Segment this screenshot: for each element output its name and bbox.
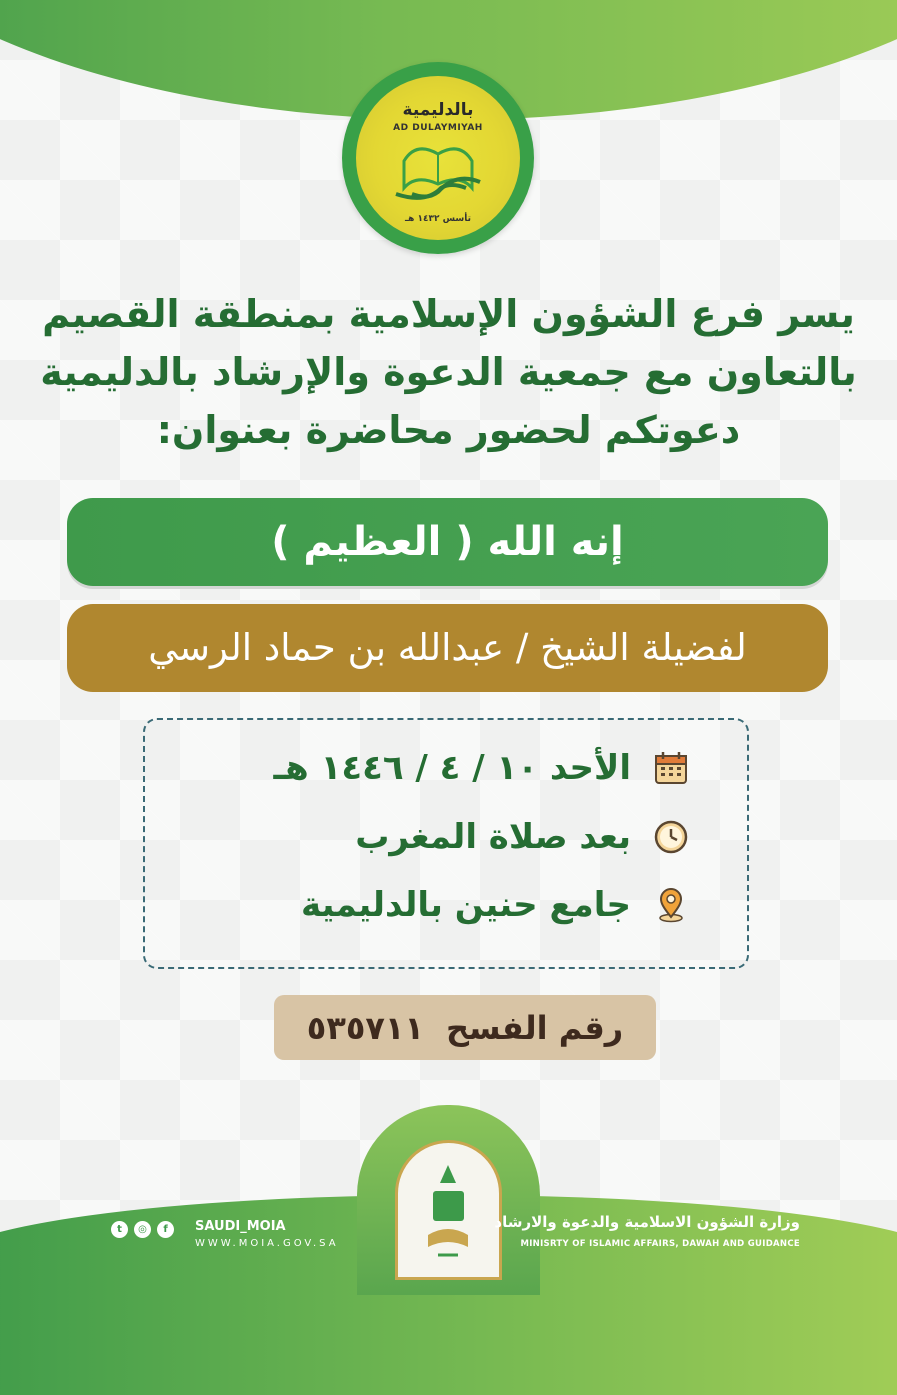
emblem-graphic — [398, 1143, 499, 1277]
twitter-icon[interactable]: t — [111, 1221, 128, 1238]
permit-number: ٥٣٥٧١١ — [306, 1008, 424, 1047]
ministry-name-arabic: وزارة الشؤون الاسلامية والدعوة والارشاد — [494, 1213, 800, 1231]
location-pin-icon — [653, 887, 689, 923]
logo-founded: تأسس ١٤٣٢ هـ — [405, 214, 471, 224]
event-time: بعد صلاة المغرب — [355, 817, 631, 857]
ministry-name-english: MINISRTY OF ISLAMIC AFFAIRS, DAWAH AND GUIDANCE — [520, 1239, 800, 1249]
association-logo — [342, 62, 534, 254]
social-handle[interactable]: SAUDI_MOIA — [195, 1219, 286, 1234]
event-location: جامع حنين بالدليمية — [301, 885, 631, 925]
intro-line-1: يسر فرع الشؤون الإسلامية بمنطقة القصيم — [42, 292, 855, 336]
time-row — [355, 817, 689, 857]
intro-line-3: دعوتكم لحضور محاضرة بعنوان: — [156, 408, 741, 452]
website-link[interactable]: WWW.MOIA.GOV.SA — [195, 1238, 339, 1249]
event-details-box — [143, 718, 749, 969]
permit-number-box — [274, 995, 656, 1060]
invitation-intro — [40, 285, 857, 459]
ministry-emblem-icon — [395, 1140, 502, 1280]
social-icons — [111, 1221, 174, 1238]
intro-line-2: بالتعاون مع جمعية الدعوة والإرشاد بالدليمية — [40, 350, 857, 394]
logo-latin-name: AD DULAYMIYAH — [393, 123, 483, 133]
facebook-icon[interactable]: f — [157, 1221, 174, 1238]
instagram-icon[interactable]: ◎ — [134, 1221, 151, 1238]
speaker-name: لفضيلة الشيخ / عبدالله بن حماد الرسي — [67, 604, 828, 692]
calendar-icon — [653, 750, 689, 786]
event-date: الأحد ١٠ / ٤ / ١٤٤٦ هـ — [273, 748, 631, 788]
location-row — [301, 885, 689, 925]
date-row — [274, 748, 689, 788]
clock-icon — [653, 819, 689, 855]
logo-name: بالدليمية — [402, 100, 474, 120]
lecture-title: إنه الله ( العظيم ) — [67, 498, 828, 586]
permit-label: رقم الفسح — [445, 1008, 624, 1047]
